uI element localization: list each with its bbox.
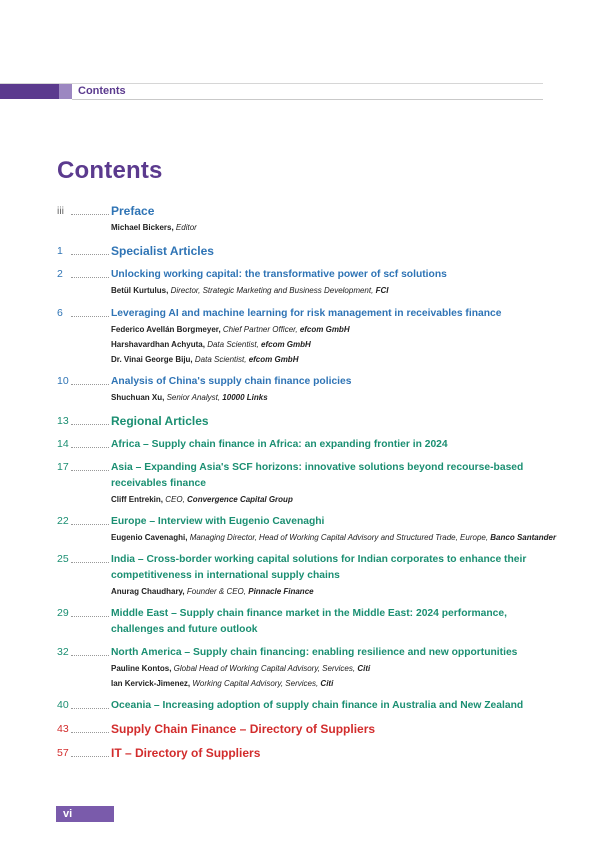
toc-entry[interactable] [57,744,557,762]
running-header [0,84,543,99]
toc-page-number: 40 [57,696,111,714]
toc-page-number: 17 [57,458,111,476]
author-role: Director, Strategic Marketing and Business Development, [168,286,376,295]
toc-page-number: 6 [57,304,111,322]
author-organization: Convergence Capital Group [187,495,293,504]
toc-author [111,676,557,691]
toc-title[interactable]: Analysis of China's supply chain finance policies [111,376,352,387]
toc-entry[interactable] [57,644,557,691]
toc-entry[interactable] [57,436,557,453]
toc-page-number: 22 [57,512,111,530]
author-role: Founder & CEO, [184,587,249,596]
toc-title[interactable]: Africa – Supply chain finance in Africa: an expanding frontier in 2024 [111,439,448,450]
author-organization: 10000 Links [222,393,268,402]
toc-page-number: 32 [57,643,111,661]
table-of-contents [57,202,557,762]
toc-entry[interactable] [57,513,557,545]
author-role: Chief Partner Officer, [220,325,300,334]
toc-author [111,661,557,676]
toc-entry[interactable] [57,266,557,298]
toc-title[interactable]: Middle East – Supply chain finance market in the Middle East: 2024 performance, challenges and future outlook [111,608,507,635]
header-accent-block [59,84,72,99]
header-color-block [0,84,59,99]
toc-author [111,337,557,352]
toc-title[interactable]: Leveraging AI and machine learning for risk management in receivables finance [111,308,502,319]
toc-entry[interactable] [57,305,557,367]
toc-page-number: 14 [57,435,111,453]
author-organization: efcom GmbH [248,355,299,364]
toc-title[interactable]: Unlocking working capital: the transformative power of scf solutions [111,269,447,280]
toc-entry[interactable] [57,412,557,430]
author-organization: Citi [320,679,334,688]
author-role: CEO, [163,495,188,504]
author-name: Ian Kervick-Jimenez, [111,679,191,688]
toc-author [111,352,557,367]
author-name: Betül Kurtulus, [111,286,169,295]
author-name: Anurag Chaudhary, [111,587,185,596]
header-rule [72,99,543,100]
toc-entry[interactable] [57,202,557,235]
toc-entry[interactable] [57,605,557,638]
author-role: Data Scientist, [192,355,249,364]
author-organization: efcom GmbH [299,325,350,334]
author-name: Federico Avellán Borgmeyer, [111,325,221,334]
toc-title[interactable]: North America – Supply chain financing: enabling resilience and new opportunities [111,647,518,658]
author-role: Working Capital Advisory, Services, [190,679,321,688]
author-role: Data Scientist, [204,340,261,349]
toc-page-number: 25 [57,550,111,568]
author-organization: efcom GmbH [261,340,311,349]
toc-page-number: 10 [57,372,111,390]
toc-author [111,283,557,298]
author-role: Managing Director, Head of Working Capital Advisory and Structured Trade, Europe, [187,533,491,542]
toc-page-number: iii [57,202,111,220]
toc-title[interactable]: Oceania – Increasing adoption of supply chain finance in Australia and New Zealand [111,700,524,711]
toc-page-number: 1 [57,242,111,260]
author-organization: Banco Santander [490,533,557,542]
toc-title[interactable]: India – Cross-border working capital solutions for Indian corporates to enhance their competitiveness in international supply chains [111,554,527,581]
author-name: Shuchuan Xu, [111,393,165,402]
toc-title[interactable]: IT – Directory of Suppliers [111,746,261,760]
page-number: vi [63,808,73,820]
header-section-label: Contents [78,85,126,97]
author-organization: Pinnacle Finance [248,587,314,596]
toc-entry[interactable] [57,697,557,714]
author-name: Dr. Vinai George Biju, [111,355,193,364]
toc-author [111,390,557,405]
author-name: Michael Bickers, [111,223,174,232]
toc-entry[interactable] [57,459,557,507]
author-name: Eugenio Cavenaghi, [111,533,188,542]
toc-author [111,530,557,545]
author-name: Cliff Entrekin, [111,495,164,504]
author-name: Harshavardhan Achyuta, [111,340,205,349]
toc-title[interactable]: Specialist Articles [111,244,214,258]
author-role: Global Head of Working Capital Advisory, Services, [171,664,358,673]
toc-page-number: 57 [57,744,111,762]
toc-page-number: 29 [57,604,111,622]
toc-entry[interactable] [57,373,557,405]
page-number-badge [56,806,114,822]
toc-entry[interactable] [57,242,557,260]
toc-author [111,322,557,337]
toc-entry[interactable] [57,720,557,738]
toc-title[interactable]: Europe – Interview with Eugenio Cavenaghi [111,516,325,527]
toc-entry[interactable] [57,551,557,599]
page-title: Contents [57,157,163,184]
toc-author [111,584,557,599]
author-role: Senior Analyst, [164,393,223,402]
toc-page-number: 43 [57,720,111,738]
author-organization: FCI [375,286,389,295]
toc-author [111,492,557,507]
toc-title[interactable]: Asia – Expanding Asia's SCF horizons: innovative solutions beyond recourse-based receivables finance [111,462,524,489]
author-role: Editor [173,223,197,232]
toc-title[interactable]: Preface [111,204,155,218]
author-name: Pauline Kontos, [111,664,172,673]
toc-page-number: 2 [57,265,111,283]
toc-title[interactable]: Supply Chain Finance – Directory of Suppliers [111,722,376,736]
author-organization: Citi [357,664,371,673]
toc-title[interactable]: Regional Articles [111,414,209,428]
toc-author [111,220,557,235]
toc-page-number: 13 [57,412,111,430]
